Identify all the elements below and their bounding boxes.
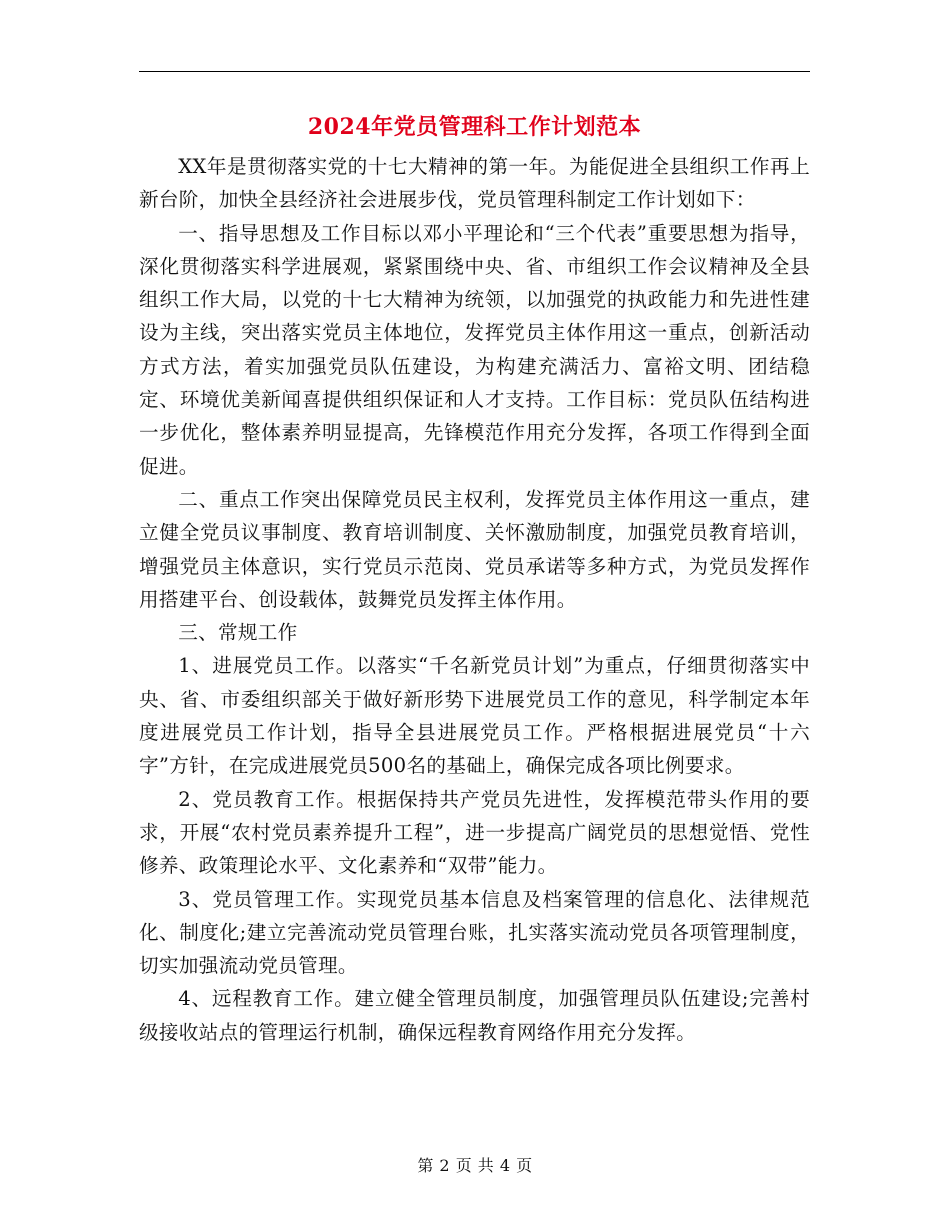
header-rule (139, 71, 810, 72)
page-footer: 第 2 页 共 4 页 (417, 1156, 533, 1175)
paragraph-intro: XX年是贯彻落实党的十七大精神的第一年。为能促进全县组织工作再上新台阶，加快全县经济社会进展步伐，党员管理科制定工作计划如下： (139, 155, 810, 212)
paragraph-section-1: 一、指导思想及工作目标以邓小平理论和“三个代表”重要思想为指导，深化贯彻落实科学进展观，紧紧围绕中央、省、市组织工作会议精神及全县组织工作大局，以党的十七大精神为统领，以加强党的执政能力和先进性建设为主线，突出落实党员主体地位，发挥党员主体作用这一重点，创新活动方式方法，着实加强党员队伍建设，为构建充满活力、富裕文明、团结稳定、环境优美新闻喜提供组织保证和人才支持。工作目标：党员队伍结构进一步优化，整体素养明显提高，先锋模范作用充分发挥，各项工作得到全面促进。 (139, 221, 810, 478)
paragraph-item-2: 2、党员教育工作。根据保持共产党员先进性，发挥模范带头作用的要求，开展“农村党员素养提升工程”，进一步提高广阔党员的思想觉悟、党性修养、政策理论水平、文化素养和“双带”能力。 (139, 787, 810, 878)
document-body (139, 150, 810, 1049)
paragraph-section-3-heading: 三、常规工作 (178, 621, 298, 645)
paragraph-item-4: 4、远程教育工作。建立健全管理员制度，加强管理员队伍建设;完善村级接收站点的管理运行机制，确保远程教育网络作用充分发挥。 (139, 987, 810, 1044)
paragraph-item-1: 1、进展党员工作。以落实“千名新党员计划”为重点，仔细贯彻落实中央、省、市委组织部关于做好新形势下进展党员工作的意见，科学制定本年度进展党员工作计划，指导全县进展党员工作。严格根据进展党员“十六字”方针，在完成进展党员500名的基础上，确保完成各项比例要求。 (139, 654, 810, 778)
document-title: 2024年党员管理科工作计划范本 (307, 114, 642, 140)
paragraph-item-3: 3、党员管理工作。实现党员基本信息及档案管理的信息化、法律规范化、制度化;建立完善流动党员管理台账，扎实落实流动党员各项管理制度，切实加强流动党员管理。 (139, 887, 810, 978)
paragraph-section-2: 二、重点工作突出保障党员民主权利，发挥党员主体作用这一重点，建立健全党员议事制度、教育培训制度、关怀激励制度，加强党员教育培训，增强党员主体意识，实行党员示范岗、党员承诺等多种方式，为党员发挥作用搭建平台、创设载体，鼓舞党员发挥主体作用。 (139, 487, 810, 611)
